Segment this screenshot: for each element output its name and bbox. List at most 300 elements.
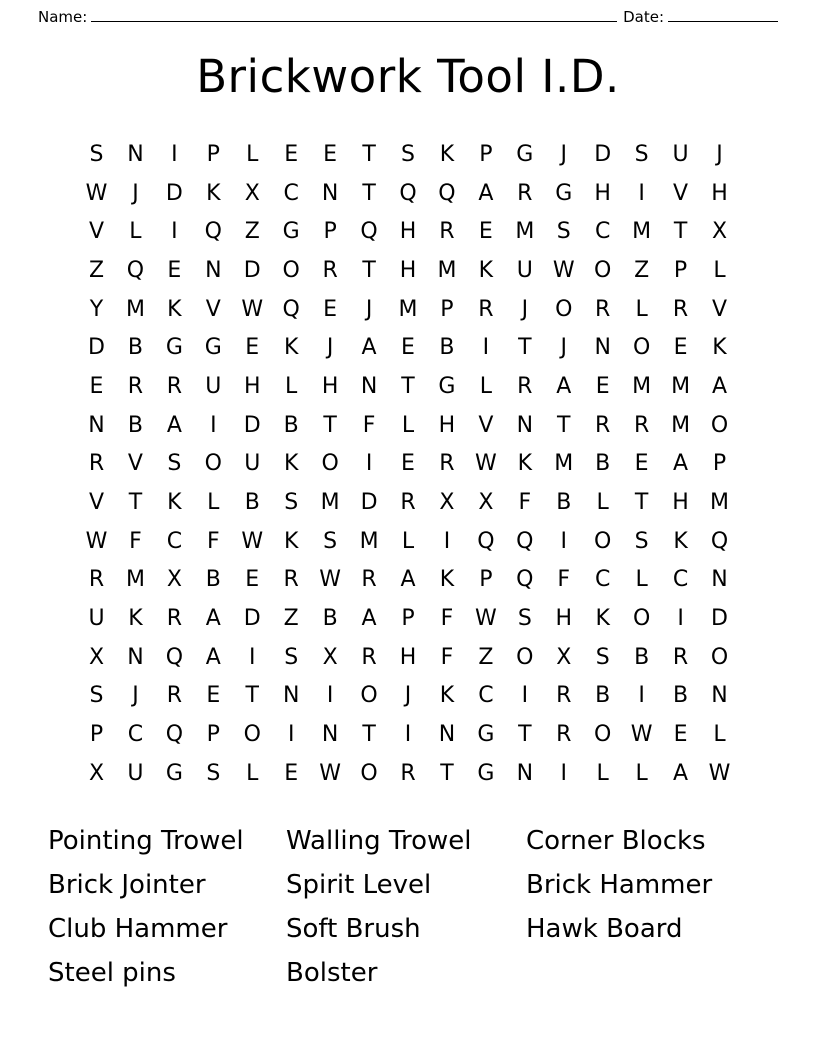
grid-cell[interactable]: G [282,219,300,245]
grid-cell[interactable]: E [673,335,688,361]
grid-cell[interactable]: R [556,683,572,709]
grid-cell[interactable]: K [439,683,455,709]
word-list-item[interactable]: Soft Brush [286,914,421,945]
grid-cell[interactable]: B [634,644,650,670]
grid-cell[interactable]: C [166,528,183,554]
grid-cell[interactable]: M [515,219,535,245]
grid-cell[interactable]: X [556,644,572,670]
grid-cell[interactable]: R [166,683,183,709]
grid-cell[interactable]: W [241,296,264,322]
grid-cell[interactable]: K [712,335,727,361]
grid-cell[interactable]: P [712,451,727,477]
grid-cell[interactable]: Q [360,219,378,245]
word-list-item[interactable]: Walling Trowel [286,826,472,857]
grid-cell[interactable]: E [167,257,182,283]
grid-cell[interactable]: Y [89,296,104,322]
grid-cell[interactable]: E [401,335,415,361]
grid-cell[interactable]: D [243,606,261,632]
word-list-item[interactable]: Brick Hammer [526,870,713,901]
grid-cell[interactable]: V [88,490,105,516]
grid-cell[interactable]: T [128,490,143,516]
grid-cell[interactable]: R [361,644,377,670]
grid-cell[interactable]: X [88,644,105,670]
grid-cell[interactable]: A [166,412,182,438]
grid-cell[interactable]: W [708,760,731,786]
grid-cell[interactable]: K [283,335,299,361]
grid-cell[interactable]: S [206,760,221,786]
grid-cell[interactable]: U [88,606,105,632]
word-list-item[interactable]: Pointing Trowel [48,826,244,857]
grid-cell[interactable]: I [326,683,334,709]
grid-cell[interactable]: L [713,722,726,748]
grid-cell[interactable]: X [166,567,182,593]
grid-cell[interactable]: S [595,644,610,670]
grid-cell[interactable]: L [285,373,298,399]
grid-cell[interactable]: G [438,373,456,399]
grid-cell[interactable]: C [283,180,299,206]
grid-cell[interactable]: J [326,335,334,361]
grid-cell[interactable]: J [521,296,529,322]
grid-cell[interactable]: S [323,528,338,554]
grid-cell[interactable]: R [439,451,455,477]
grid-cell[interactable]: D [360,490,378,516]
grid-cell[interactable]: U [244,451,261,477]
grid-cell[interactable]: K [478,257,494,283]
grid-cell[interactable]: D [243,412,261,438]
grid-cell[interactable]: G [165,760,183,786]
grid-cell[interactable]: R [400,760,416,786]
grid-cell[interactable]: R [166,606,183,632]
grid-cell[interactable]: A [673,451,689,477]
grid-cell[interactable]: T [518,335,532,361]
grid-cell[interactable]: C [672,567,689,593]
grid-cell[interactable]: R [517,180,533,206]
grid-cell[interactable]: B [556,490,572,516]
grid-cell[interactable]: P [479,567,493,593]
grid-cell[interactable]: F [362,412,376,438]
grid-cell[interactable]: M [632,373,652,399]
grid-cell[interactable]: A [361,606,377,632]
grid-cell[interactable]: F [557,567,571,593]
grid-cell[interactable]: R [633,412,650,438]
grid-cell[interactable]: I [638,180,645,206]
word-list-item[interactable]: Corner Blocks [526,826,706,857]
grid-cell[interactable]: K [283,528,299,554]
grid-cell[interactable]: H [399,644,417,670]
word-list-item[interactable]: Hawk Board [526,914,683,945]
grid-cell[interactable]: S [556,219,571,245]
grid-cell[interactable]: I [210,412,217,438]
grid-cell[interactable]: L [713,257,726,283]
grid-cell[interactable]: Q [477,528,495,554]
grid-cell[interactable]: R [361,567,377,593]
grid-cell[interactable]: B [205,567,221,593]
grid-cell[interactable]: C [127,722,144,748]
grid-cell[interactable]: W [552,257,575,283]
grid-cell[interactable]: N [360,373,378,399]
grid-cell[interactable]: O [321,451,339,477]
grid-cell[interactable]: M [671,412,691,438]
grid-cell[interactable]: O [632,606,651,632]
grid-cell[interactable]: H [321,373,339,399]
grid-cell[interactable]: K [439,141,455,167]
grid-cell[interactable]: T [401,373,415,399]
grid-cell[interactable]: N [516,412,534,438]
grid-cell[interactable]: X [88,760,105,786]
word-list-item[interactable]: Bolster [286,958,378,989]
grid-cell[interactable]: M [554,451,574,477]
grid-cell[interactable]: J [560,335,567,361]
grid-cell[interactable]: B [673,683,689,709]
grid-cell[interactable]: K [283,451,299,477]
grid-cell[interactable]: H [438,412,456,438]
grid-cell[interactable]: Q [165,644,184,670]
grid-cell[interactable]: F [206,528,220,554]
grid-cell[interactable]: T [634,490,649,516]
grid-cell[interactable]: B [283,412,299,438]
grid-cell[interactable]: L [129,219,142,245]
grid-cell[interactable]: I [365,451,373,477]
grid-cell[interactable]: P [206,722,220,748]
grid-cell[interactable]: P [89,722,104,748]
grid-cell[interactable]: J [132,683,139,709]
grid-cell[interactable]: Q [516,567,534,593]
grid-cell[interactable]: I [482,335,490,361]
grid-cell[interactable]: Z [88,257,105,283]
grid-cell[interactable]: B [439,335,455,361]
grid-cell[interactable]: B [127,335,143,361]
grid-cell[interactable]: N [88,412,105,438]
grid-cell[interactable]: E [245,335,260,361]
grid-cell[interactable]: E [323,296,338,322]
grid-cell[interactable]: N [321,180,339,206]
grid-cell[interactable]: G [204,335,222,361]
grid-cell[interactable]: H [594,180,611,206]
grid-cell[interactable]: A [205,606,221,632]
grid-cell[interactable]: P [673,257,688,283]
grid-cell[interactable]: A [361,335,377,361]
grid-cell[interactable]: K [128,606,143,632]
grid-cell[interactable]: Q [710,528,729,554]
grid-cell[interactable]: D [594,141,612,167]
grid-cell[interactable]: Z [478,644,494,670]
grid-cell[interactable]: V [88,219,105,245]
grid-cell[interactable]: O [360,683,378,709]
grid-cell[interactable]: U [672,141,689,167]
grid-cell[interactable]: O [632,335,651,361]
grid-cell[interactable]: H [243,373,261,399]
grid-cell[interactable]: I [638,683,645,709]
grid-cell[interactable]: K [167,490,182,516]
grid-cell[interactable]: K [439,567,455,593]
grid-cell[interactable]: W [85,528,108,554]
word-list-item[interactable]: Brick Jointer [48,870,206,901]
grid-cell[interactable]: L [207,490,220,516]
grid-cell[interactable]: M [632,219,652,245]
grid-cell[interactable]: L [635,760,648,786]
grid-cell[interactable]: K [206,180,221,206]
grid-cell[interactable]: K [595,606,610,632]
grid-cell[interactable]: R [595,296,611,322]
grid-cell[interactable]: I [560,760,567,786]
grid-cell[interactable]: E [206,683,221,709]
grid-cell[interactable]: W [474,451,497,477]
grid-cell[interactable]: P [206,141,220,167]
grid-cell[interactable]: I [443,528,451,554]
grid-cell[interactable]: M [359,528,379,554]
grid-cell[interactable]: M [398,296,418,322]
grid-cell[interactable]: O [710,412,729,438]
grid-cell[interactable]: L [401,528,415,554]
grid-cell[interactable]: I [521,683,529,709]
grid-cell[interactable]: W [85,180,108,206]
grid-cell[interactable]: Z [283,606,299,632]
word-list-item[interactable]: Club Hammer [48,914,228,945]
grid-cell[interactable]: P [323,219,337,245]
grid-cell[interactable]: R [595,412,611,438]
grid-cell[interactable]: R [283,567,299,593]
grid-cell[interactable]: R [88,451,105,477]
grid-cell[interactable]: V [711,296,728,322]
grid-cell[interactable]: L [596,760,609,786]
grid-cell[interactable]: S [634,141,649,167]
grid-cell[interactable]: N [321,722,339,748]
grid-cell[interactable]: A [711,373,728,399]
grid-cell[interactable]: N [438,722,456,748]
grid-cell[interactable]: J [716,141,723,167]
grid-cell[interactable]: V [478,412,494,438]
grid-cell[interactable]: E [245,567,260,593]
grid-cell[interactable]: G [516,141,534,167]
grid-cell[interactable]: N [205,257,222,283]
grid-cell[interactable]: J [365,296,373,322]
grid-cell[interactable]: M [671,373,691,399]
grid-cell[interactable]: G [555,180,573,206]
grid-cell[interactable]: M [437,257,457,283]
grid-cell[interactable]: E [595,373,610,399]
grid-cell[interactable]: R [322,257,338,283]
grid-cell[interactable]: R [439,219,455,245]
grid-cell[interactable]: F [518,490,532,516]
grid-cell[interactable]: Q [165,722,184,748]
grid-cell[interactable]: S [634,528,649,554]
grid-cell[interactable]: O [204,451,222,477]
grid-cell[interactable]: U [205,373,222,399]
grid-cell[interactable]: X [322,644,338,670]
grid-cell[interactable]: R [127,373,144,399]
grid-cell[interactable]: G [165,335,183,361]
grid-cell[interactable]: T [362,141,376,167]
grid-cell[interactable]: I [249,644,256,670]
grid-cell[interactable]: E [401,451,415,477]
grid-cell[interactable]: Q [438,180,456,206]
grid-cell[interactable]: D [165,180,183,206]
grid-cell[interactable]: A [205,644,221,670]
grid-cell[interactable]: P [440,296,454,322]
grid-cell[interactable]: S [284,490,299,516]
grid-cell[interactable]: D [711,606,728,632]
grid-cell[interactable]: H [672,490,689,516]
grid-cell[interactable]: N [516,760,534,786]
grid-cell[interactable]: H [711,180,728,206]
grid-cell[interactable]: P [479,141,493,167]
grid-cell[interactable]: G [477,722,495,748]
grid-cell[interactable]: B [322,606,338,632]
grid-cell[interactable]: N [594,335,611,361]
grid-cell[interactable]: E [634,451,649,477]
grid-cell[interactable]: Q [282,296,300,322]
grid-cell[interactable]: R [166,373,183,399]
grid-cell[interactable]: S [401,141,415,167]
grid-cell[interactable]: W [474,606,497,632]
grid-cell[interactable]: T [362,257,376,283]
word-list-item[interactable]: Spirit Level [286,870,432,901]
grid-cell[interactable]: S [89,141,104,167]
grid-cell[interactable]: S [517,606,532,632]
grid-cell[interactable]: Q [399,180,417,206]
grid-cell[interactable]: O [594,528,612,554]
grid-cell[interactable]: V [673,180,689,206]
grid-cell[interactable]: M [320,490,340,516]
grid-cell[interactable]: K [673,528,688,554]
grid-cell[interactable]: Q [516,528,534,554]
grid-cell[interactable]: E [323,141,338,167]
grid-cell[interactable]: T [245,683,259,709]
grid-cell[interactable]: W [319,760,341,786]
grid-cell[interactable]: O [516,644,534,670]
grid-cell[interactable]: K [517,451,533,477]
grid-cell[interactable]: A [673,760,689,786]
grid-cell[interactable]: R [400,490,416,516]
grid-cell[interactable]: I [404,722,412,748]
grid-cell[interactable]: C [595,219,611,245]
grid-cell[interactable]: R [672,296,689,322]
grid-cell[interactable]: O [710,644,729,670]
grid-cell[interactable]: R [517,373,533,399]
grid-cell[interactable]: R [672,644,689,670]
grid-cell[interactable]: N [127,644,144,670]
grid-cell[interactable]: B [595,683,611,709]
grid-cell[interactable]: T [557,412,571,438]
grid-cell[interactable]: E [284,141,299,167]
grid-cell[interactable]: O [594,722,612,748]
grid-cell[interactable]: L [596,490,609,516]
grid-cell[interactable]: K [167,296,182,322]
grid-cell[interactable]: X [244,180,260,206]
grid-cell[interactable]: L [479,373,492,399]
grid-cell[interactable]: F [440,606,454,632]
grid-cell[interactable]: C [595,567,611,593]
grid-cell[interactable]: A [400,567,416,593]
grid-cell[interactable]: H [555,606,573,632]
grid-cell[interactable]: O [555,296,573,322]
grid-cell[interactable]: L [246,141,259,167]
grid-cell[interactable]: E [89,373,104,399]
grid-cell[interactable]: H [399,257,417,283]
grid-cell[interactable]: V [127,451,143,477]
grid-cell[interactable]: I [677,606,684,632]
grid-cell[interactable]: I [171,141,178,167]
grid-cell[interactable]: M [125,296,145,322]
grid-cell[interactable]: S [284,644,299,670]
grid-cell[interactable]: S [89,683,104,709]
grid-cell[interactable]: A [556,373,572,399]
grid-cell[interactable]: T [362,180,376,206]
grid-cell[interactable]: A [478,180,494,206]
grid-cell[interactable]: U [127,760,144,786]
grid-cell[interactable]: Z [244,219,260,245]
grid-cell[interactable]: O [243,722,261,748]
grid-cell[interactable]: X [711,219,728,245]
grid-cell[interactable]: F [440,644,454,670]
grid-cell[interactable]: V [205,296,221,322]
grid-cell[interactable]: N [711,567,728,593]
grid-cell[interactable]: U [516,257,533,283]
grid-cell[interactable]: W [241,528,264,554]
grid-cell[interactable]: L [246,760,259,786]
grid-cell[interactable]: Q [204,219,222,245]
grid-cell[interactable]: O [282,257,300,283]
grid-cell[interactable]: B [595,451,611,477]
grid-cell[interactable]: X [478,490,494,516]
grid-cell[interactable]: T [440,760,454,786]
grid-cell[interactable]: T [323,412,337,438]
grid-cell[interactable]: I [560,528,567,554]
date-input-line[interactable] [668,9,778,22]
grid-cell[interactable]: T [362,722,376,748]
grid-cell[interactable]: R [556,722,572,748]
grid-cell[interactable]: R [88,567,105,593]
grid-cell[interactable]: W [630,722,653,748]
grid-cell[interactable]: T [673,219,688,245]
grid-cell[interactable]: W [319,567,341,593]
grid-cell[interactable]: D [88,335,105,361]
grid-cell[interactable]: E [673,722,688,748]
grid-cell[interactable]: E [478,219,493,245]
grid-cell[interactable]: J [132,180,139,206]
grid-cell[interactable]: I [287,722,295,748]
grid-cell[interactable]: L [635,296,648,322]
grid-cell[interactable]: J [404,683,412,709]
grid-cell[interactable]: B [127,412,143,438]
grid-cell[interactable]: G [477,760,495,786]
word-list-item[interactable]: Steel pins [48,958,176,989]
grid-cell[interactable]: N [282,683,300,709]
grid-cell[interactable]: R [478,296,494,322]
grid-cell[interactable]: Q [126,257,145,283]
grid-cell[interactable]: N [127,141,144,167]
grid-cell[interactable]: L [401,412,415,438]
grid-cell[interactable]: O [360,760,378,786]
grid-cell[interactable]: T [518,722,532,748]
grid-cell[interactable]: N [711,683,728,709]
grid-cell[interactable]: E [284,760,299,786]
grid-cell[interactable]: J [560,141,567,167]
grid-cell[interactable]: M [125,567,145,593]
name-input-line[interactable] [91,9,617,22]
grid-cell[interactable]: X [439,490,455,516]
grid-cell[interactable]: F [129,528,142,554]
grid-cell[interactable]: I [171,219,178,245]
grid-cell[interactable]: S [167,451,182,477]
grid-cell[interactable]: O [594,257,612,283]
grid-cell[interactable]: B [244,490,260,516]
grid-cell[interactable]: P [401,606,415,632]
grid-cell[interactable]: C [478,683,494,709]
grid-cell[interactable]: D [243,257,261,283]
grid-cell[interactable]: H [399,219,417,245]
grid-cell[interactable]: Z [634,257,650,283]
